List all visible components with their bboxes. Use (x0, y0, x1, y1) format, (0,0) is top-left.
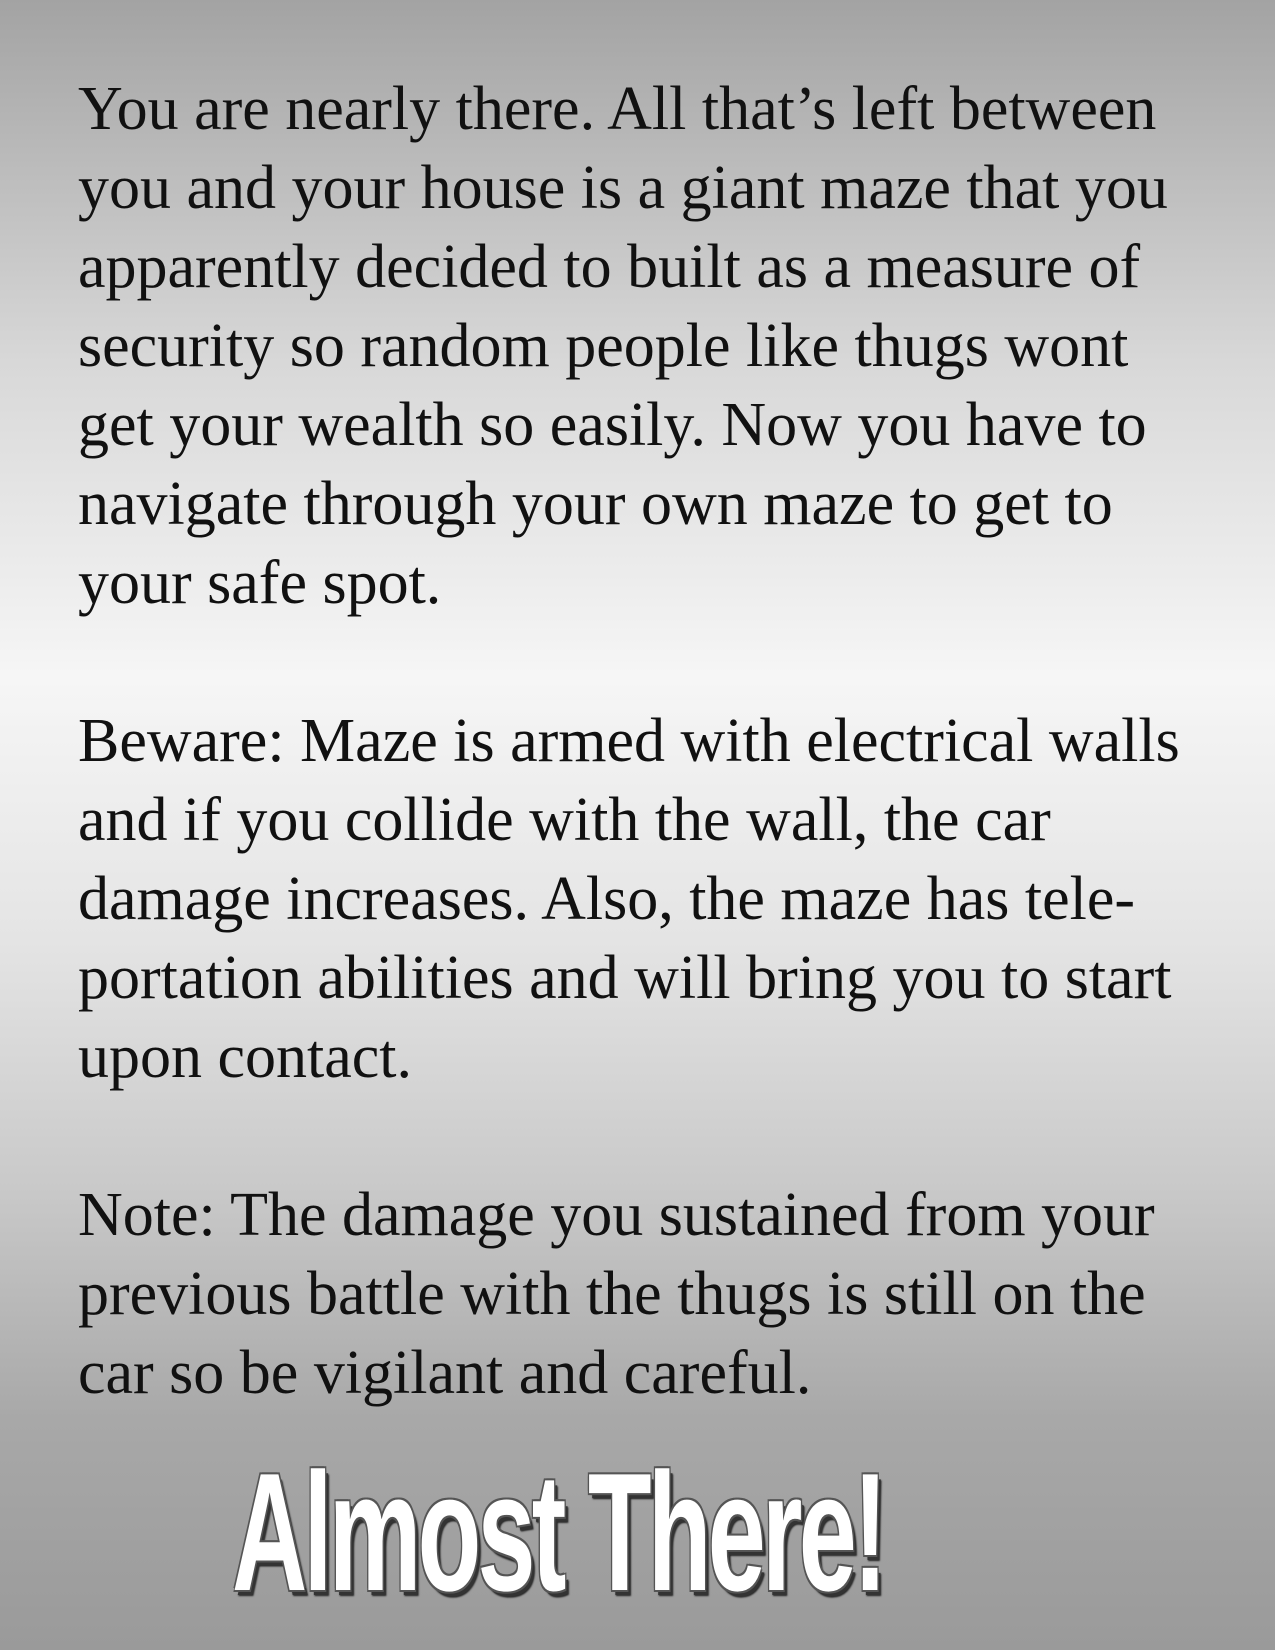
intro-paragraph: You are nearly there. All that’s left between you and your house is a giant maze that you apparently decided to built as a measure of security so random people like thugs wont get your wealth so easily. Now you have to navigate through your own maze to get to your safe spot. (78, 75, 1168, 617)
note-paragraph: Note: The damage you sustained from your previous battle with the thugs is still on the car so be vigilant and careful. (78, 1181, 1155, 1407)
beware-paragraph: Beware: Maze is armed with electrical walls and if you collide with the wall, the car damage increases. Also, the maze has tele-portation abilities and will bring you to start upon contact. (78, 707, 1180, 1091)
level-title: Almost There! (232, 1438, 884, 1626)
story-text (78, 70, 1218, 1413)
